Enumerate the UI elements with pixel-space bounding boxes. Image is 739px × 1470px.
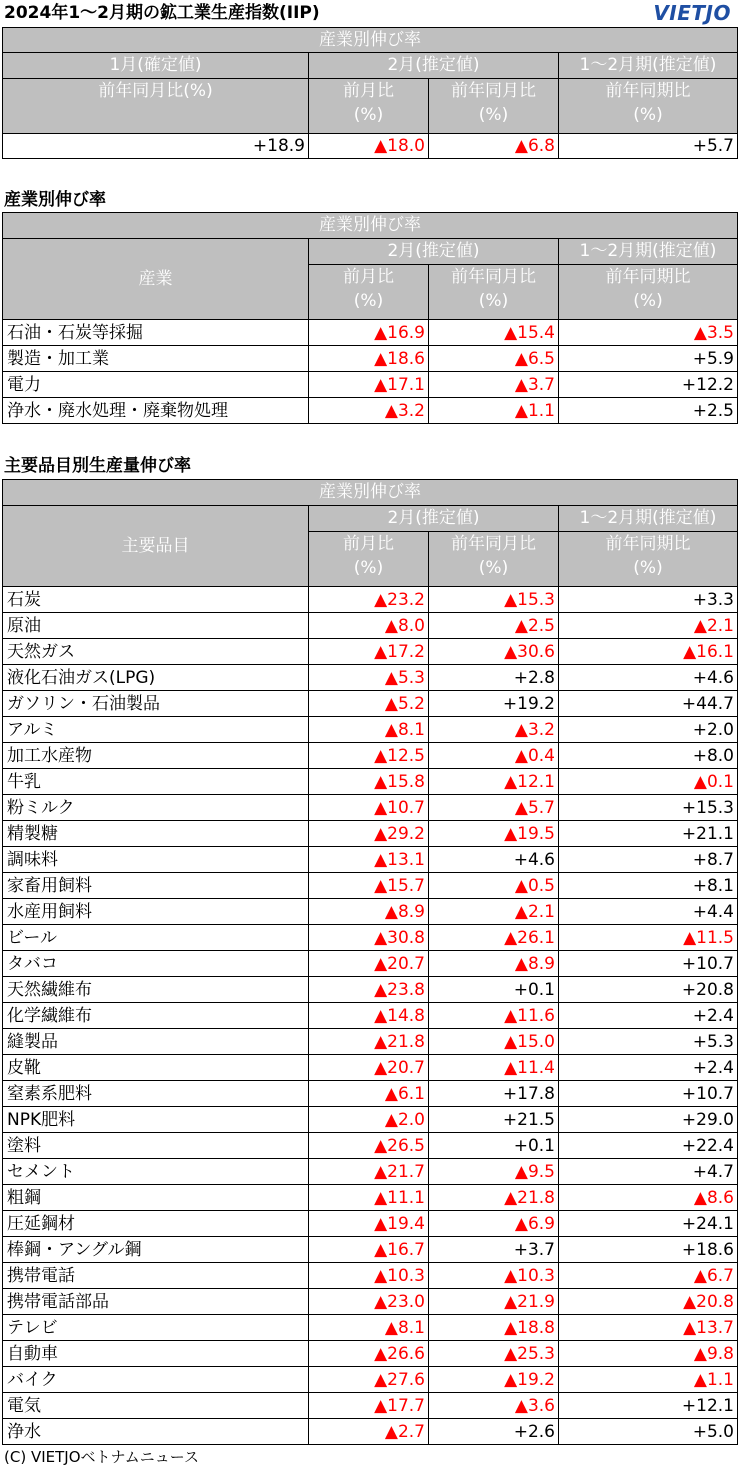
industry-row-yoy: ▲6.5	[429, 346, 559, 372]
sub-ytd-header: 前年同期比 (%)	[559, 79, 738, 134]
product-row-label: 原油	[3, 613, 309, 639]
industry-sub-mom: 前月比 (%)	[309, 265, 429, 320]
product-col-janfeb: 1～2月期(推定値)	[559, 506, 738, 532]
product-row-yoy: ▲30.6	[429, 639, 559, 665]
product-row-mom: ▲6.1	[309, 1081, 429, 1107]
product-row-ytd: +4.4	[559, 899, 738, 925]
product-row-label: ガソリン・石油製品	[3, 691, 309, 717]
product-row-ytd: +2.0	[559, 717, 738, 743]
product-row-label: 縫製品	[3, 1029, 309, 1055]
product-row-label: テレビ	[3, 1315, 309, 1341]
product-row	[3, 899, 738, 925]
product-row-ytd: +44.7	[559, 691, 738, 717]
product-row-label: 牛乳	[3, 769, 309, 795]
product-row-mom: ▲21.8	[309, 1029, 429, 1055]
product-row-ytd: +2.4	[559, 1055, 738, 1081]
product-row-mom: ▲2.7	[309, 1419, 429, 1445]
sub-jan-yoy-header: 前年同月比(%)	[3, 79, 309, 134]
product-row	[3, 743, 738, 769]
product-row-mom: ▲23.2	[309, 587, 429, 613]
product-row-mom: ▲16.7	[309, 1237, 429, 1263]
product-row-ytd: +8.7	[559, 847, 738, 873]
industry-row-mom: ▲17.1	[309, 372, 429, 398]
product-row-label: 携帯電話部品	[3, 1289, 309, 1315]
product-row-yoy: ▲10.3	[429, 1263, 559, 1289]
title-row	[0, 0, 739, 26]
product-row	[3, 691, 738, 717]
product-row-ytd: ▲2.1	[559, 613, 738, 639]
industry-row	[3, 320, 738, 346]
product-row-label: 加工水産物	[3, 743, 309, 769]
industry-sub-yoy: 前年同月比 (%)	[429, 265, 559, 320]
product-table	[2, 479, 738, 1445]
product-row-mom: ▲29.2	[309, 821, 429, 847]
product-row-label: 棒鋼・アングル鋼	[3, 1237, 309, 1263]
product-row-ytd: ▲11.5	[559, 925, 738, 951]
product-row	[3, 769, 738, 795]
product-row	[3, 1237, 738, 1263]
product-row-yoy: ▲3.6	[429, 1393, 559, 1419]
industry-row-label: 電力	[3, 372, 309, 398]
product-row-yoy: ▲15.3	[429, 587, 559, 613]
product-row-ytd: +8.1	[559, 873, 738, 899]
product-row-label: タバコ	[3, 951, 309, 977]
industry-row	[3, 398, 738, 424]
product-row-ytd: +8.0	[559, 743, 738, 769]
product-row-ytd: ▲20.8	[559, 1289, 738, 1315]
product-row-yoy: ▲9.5	[429, 1159, 559, 1185]
industry-row-yoy: ▲3.7	[429, 372, 559, 398]
summary-group-header: 産業別伸び率	[3, 28, 738, 53]
product-col-feb: 2月(推定値)	[309, 506, 559, 532]
product-row	[3, 717, 738, 743]
product-row-yoy: +4.6	[429, 847, 559, 873]
industry-row	[3, 372, 738, 398]
product-row-ytd: +24.1	[559, 1211, 738, 1237]
product-row	[3, 1159, 738, 1185]
product-row-label: 粉ミルク	[3, 795, 309, 821]
product-row-mom: ▲20.7	[309, 951, 429, 977]
product-row	[3, 1081, 738, 1107]
summary-ytd: +5.7	[559, 134, 738, 159]
product-row-label: ビール	[3, 925, 309, 951]
product-row-yoy: +17.8	[429, 1081, 559, 1107]
product-row-mom: ▲12.5	[309, 743, 429, 769]
product-row-mom: ▲19.4	[309, 1211, 429, 1237]
product-row	[3, 613, 738, 639]
industry-row-mom: ▲18.6	[309, 346, 429, 372]
product-row-mom: ▲26.6	[309, 1341, 429, 1367]
product-row	[3, 951, 738, 977]
copyright-footer: (C) VIETJOベトナムニュース	[4, 1448, 200, 1466]
product-row-yoy: +2.6	[429, 1419, 559, 1445]
col-janfeb-header: 1～2月期(推定値)	[559, 53, 738, 79]
industry-col-janfeb: 1～2月期(推定値)	[559, 239, 738, 265]
product-row-ytd: +2.4	[559, 1003, 738, 1029]
product-row-ytd: ▲6.7	[559, 1263, 738, 1289]
product-row-ytd: +21.1	[559, 821, 738, 847]
summary-jan-yoy: +18.9	[3, 134, 309, 159]
product-row	[3, 977, 738, 1003]
product-row-yoy: ▲19.5	[429, 821, 559, 847]
product-row-mom: ▲8.1	[309, 717, 429, 743]
product-row-mom: ▲8.1	[309, 1315, 429, 1341]
product-row-mom: ▲15.8	[309, 769, 429, 795]
product-row-mom: ▲17.7	[309, 1393, 429, 1419]
product-row	[3, 1263, 738, 1289]
industry-group-header: 産業別伸び率	[3, 213, 738, 239]
summary-feb-mom: ▲18.0	[309, 134, 429, 159]
product-row-yoy: ▲0.4	[429, 743, 559, 769]
product-row	[3, 1055, 738, 1081]
product-row-ytd: +5.3	[559, 1029, 738, 1055]
product-row-ytd: ▲9.8	[559, 1341, 738, 1367]
product-row	[3, 1419, 738, 1445]
product-sub-yoy: 前年同月比 (%)	[429, 532, 559, 587]
industry-row-label: 製造・加工業	[3, 346, 309, 372]
product-row-yoy: ▲21.9	[429, 1289, 559, 1315]
product-heading: 主要品目別生産量伸び率	[4, 456, 191, 476]
industry-sub-ytd: 前年同期比 (%)	[559, 265, 738, 320]
industry-row-mom: ▲16.9	[309, 320, 429, 346]
product-row-ytd: +10.7	[559, 951, 738, 977]
product-row-yoy: +0.1	[429, 977, 559, 1003]
product-row	[3, 1133, 738, 1159]
product-row-label: 圧延鋼材	[3, 1211, 309, 1237]
col-jan-header: 1月(確定値)	[3, 53, 309, 79]
product-row-mom: ▲27.6	[309, 1367, 429, 1393]
product-row-yoy: ▲0.5	[429, 873, 559, 899]
product-col-label: 主要品目	[3, 506, 309, 587]
product-row	[3, 1341, 738, 1367]
summary-feb-yoy: ▲6.8	[429, 134, 559, 159]
product-row-yoy: +21.5	[429, 1107, 559, 1133]
product-row	[3, 873, 738, 899]
product-row-ytd: +22.4	[559, 1133, 738, 1159]
product-row	[3, 1393, 738, 1419]
product-row-ytd: ▲0.1	[559, 769, 738, 795]
product-row-mom: ▲20.7	[309, 1055, 429, 1081]
industry-row-label: 浄水・廃水処理・廃棄物処理	[3, 398, 309, 424]
product-row-mom: ▲11.1	[309, 1185, 429, 1211]
industry-col-label: 産業	[3, 239, 309, 320]
product-row-label: 調味料	[3, 847, 309, 873]
product-row-mom: ▲13.1	[309, 847, 429, 873]
product-row-ytd: +12.1	[559, 1393, 738, 1419]
product-row-yoy: +0.1	[429, 1133, 559, 1159]
product-row-mom: ▲15.7	[309, 873, 429, 899]
page-title: 2024年1～2月期の鉱工業生産指数(IIP)	[4, 3, 320, 23]
industry-row-yoy: ▲15.4	[429, 320, 559, 346]
product-row-ytd: +20.8	[559, 977, 738, 1003]
product-row-label: 精製糖	[3, 821, 309, 847]
product-row-ytd: +18.6	[559, 1237, 738, 1263]
industry-table	[2, 212, 738, 424]
product-row-ytd: ▲13.7	[559, 1315, 738, 1341]
industry-col-feb: 2月(推定値)	[309, 239, 559, 265]
sub-mom-header: 前月比 (%)	[309, 79, 429, 134]
product-row-label: 天然ガス	[3, 639, 309, 665]
product-row-yoy: ▲12.1	[429, 769, 559, 795]
product-row-yoy: ▲11.6	[429, 1003, 559, 1029]
product-row-yoy: ▲26.1	[429, 925, 559, 951]
product-row-mom: ▲26.5	[309, 1133, 429, 1159]
industry-heading: 産業別伸び率	[4, 190, 106, 210]
product-row-mom: ▲5.3	[309, 665, 429, 691]
product-row	[3, 847, 738, 873]
product-row-ytd: +4.6	[559, 665, 738, 691]
product-row-ytd: ▲1.1	[559, 1367, 738, 1393]
product-row-ytd: ▲8.6	[559, 1185, 738, 1211]
product-row-label: 皮靴	[3, 1055, 309, 1081]
industry-row	[3, 346, 738, 372]
product-row-yoy: ▲21.8	[429, 1185, 559, 1211]
product-row-mom: ▲2.0	[309, 1107, 429, 1133]
product-row-label: NPK肥料	[3, 1107, 309, 1133]
product-row-mom: ▲8.0	[309, 613, 429, 639]
product-row-mom: ▲8.9	[309, 899, 429, 925]
product-row-yoy: ▲18.8	[429, 1315, 559, 1341]
product-row-yoy: ▲19.2	[429, 1367, 559, 1393]
product-row-yoy: ▲25.3	[429, 1341, 559, 1367]
product-row-label: 家畜用飼料	[3, 873, 309, 899]
product-row-label: 電気	[3, 1393, 309, 1419]
product-row-ytd: +5.0	[559, 1419, 738, 1445]
product-row-label: 水産用飼料	[3, 899, 309, 925]
product-row-label: 浄水	[3, 1419, 309, 1445]
product-row-label: 粗鋼	[3, 1185, 309, 1211]
product-row-label: 塗料	[3, 1133, 309, 1159]
product-row-ytd: +29.0	[559, 1107, 738, 1133]
product-row-mom: ▲23.8	[309, 977, 429, 1003]
summary-table	[2, 27, 738, 159]
product-row-yoy: +2.8	[429, 665, 559, 691]
industry-row-mom: ▲3.2	[309, 398, 429, 424]
product-row	[3, 1367, 738, 1393]
product-row	[3, 1315, 738, 1341]
product-row	[3, 587, 738, 613]
product-row-yoy: ▲5.7	[429, 795, 559, 821]
product-row-yoy: ▲6.9	[429, 1211, 559, 1237]
product-row	[3, 795, 738, 821]
product-row-label: 携帯電話	[3, 1263, 309, 1289]
product-row-yoy: ▲2.5	[429, 613, 559, 639]
product-row-yoy: ▲2.1	[429, 899, 559, 925]
product-row-label: セメント	[3, 1159, 309, 1185]
product-row-yoy: ▲3.2	[429, 717, 559, 743]
product-row-mom: ▲23.0	[309, 1289, 429, 1315]
product-row	[3, 639, 738, 665]
product-row	[3, 1289, 738, 1315]
col-feb-header: 2月(推定値)	[309, 53, 559, 79]
product-row	[3, 665, 738, 691]
product-row-label: 自動車	[3, 1341, 309, 1367]
industry-row-label: 石油・石炭等採掘	[3, 320, 309, 346]
product-sub-mom: 前月比 (%)	[309, 532, 429, 587]
sub-yoy-header: 前年同月比 (%)	[429, 79, 559, 134]
product-row-mom: ▲5.2	[309, 691, 429, 717]
product-row-yoy: ▲8.9	[429, 951, 559, 977]
product-row	[3, 1003, 738, 1029]
product-row	[3, 925, 738, 951]
product-row-mom: ▲14.8	[309, 1003, 429, 1029]
product-row	[3, 1211, 738, 1237]
industry-row-ytd: +5.9	[559, 346, 738, 372]
product-row-label: 液化石油ガス(LPG)	[3, 665, 309, 691]
product-row	[3, 821, 738, 847]
product-row-yoy: +19.2	[429, 691, 559, 717]
product-row-label: 天然繊維布	[3, 977, 309, 1003]
product-row-yoy: +3.7	[429, 1237, 559, 1263]
product-sub-ytd: 前年同期比 (%)	[559, 532, 738, 587]
product-row-label: アルミ	[3, 717, 309, 743]
product-row-ytd: +4.7	[559, 1159, 738, 1185]
industry-row-ytd: +12.2	[559, 372, 738, 398]
product-row	[3, 1107, 738, 1133]
product-row-mom: ▲10.7	[309, 795, 429, 821]
product-group-header: 産業別伸び率	[3, 480, 738, 506]
product-row-mom: ▲21.7	[309, 1159, 429, 1185]
industry-row-ytd: ▲3.5	[559, 320, 738, 346]
product-row-label: バイク	[3, 1367, 309, 1393]
product-row-mom: ▲30.8	[309, 925, 429, 951]
product-row-ytd: +3.3	[559, 587, 738, 613]
product-row-ytd: ▲16.1	[559, 639, 738, 665]
product-row	[3, 1185, 738, 1211]
industry-row-yoy: ▲1.1	[429, 398, 559, 424]
product-row-label: 化学繊維布	[3, 1003, 309, 1029]
product-row-mom: ▲10.3	[309, 1263, 429, 1289]
product-row	[3, 1029, 738, 1055]
product-row-yoy: ▲11.4	[429, 1055, 559, 1081]
product-row-label: 窒素系肥料	[3, 1081, 309, 1107]
vietjo-logo: VIETJO	[653, 1, 731, 25]
product-row-mom: ▲17.2	[309, 639, 429, 665]
industry-row-ytd: +2.5	[559, 398, 738, 424]
product-row-yoy: ▲15.0	[429, 1029, 559, 1055]
product-row-ytd: +15.3	[559, 795, 738, 821]
product-row-ytd: +10.7	[559, 1081, 738, 1107]
product-row-label: 石炭	[3, 587, 309, 613]
